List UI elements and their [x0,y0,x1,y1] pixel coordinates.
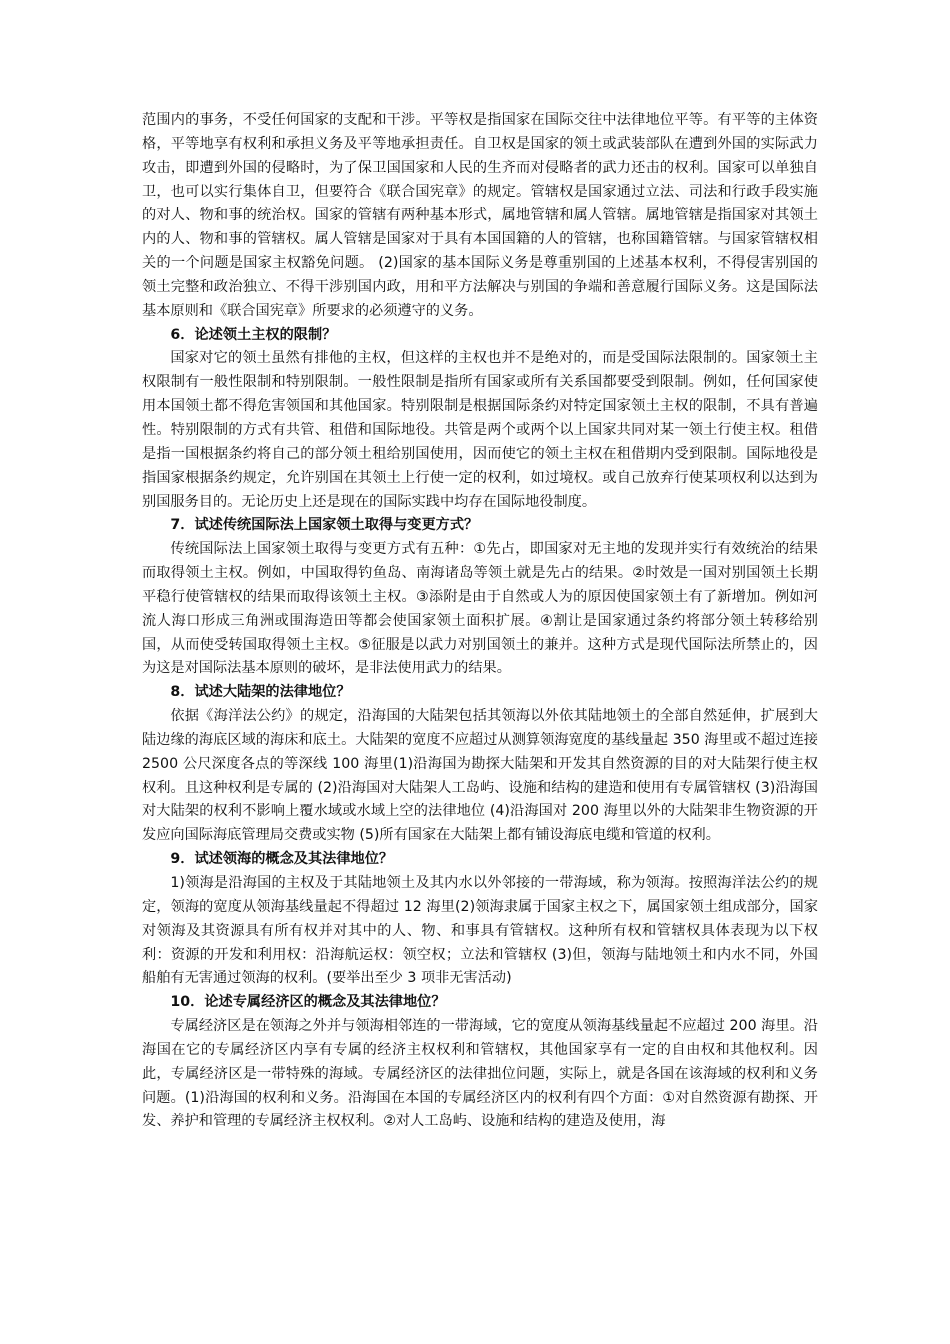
heading-q8: 8．试述大陆架的法律地位？ [170,684,351,701]
heading-q10: 10．论述专属经济区的概念及其法律地位？ [170,994,446,1011]
heading-q9: 9．试述领海的概念及其法律地位？ [170,851,394,868]
document-page [142,109,818,1134]
paragraph-q8-answer: 依据《海洋法公约》的规定，沿海国的大陆架包括其领海以外依其陆地领土的全部自然延伸，扩展到大陆边缘的海底区域的海床和底土。大陆架的宽度不应超过从测算领海宽度的基线量起 350 海里或不超过连接 2500 公尺深度各点的等深线 100 海里(1)沿海国为勘探大陆架和开发其自然资源的目的对大陆架行使主权权利。且这种权利是专属的 (2)沿海国对大陆架人工岛屿、设施和结构的建造和使用有专属管辖权 (3)沿海国对大陆架的权利不影响上覆水域或水域上空的法律地位 (4)沿海国对 200 海里以外的大陆架非生物资源的开发应向国际海底管理局交费或实物 (5)所有国家在大陆架上都有铺设海底电缆和管道的权利。 [142,708,818,844]
paragraph-q9-answer: 1)领海是沿海国的主权及于其陆地领土及其内水以外邻接的一带海域，称为领海。按照海洋法公约的规定，领海的宽度从领海基线量起不得超过 12 海里(2)领海隶属于国家主权之下，属国家领土组成部分，国家对领海及其资源具有所有权并对其中的人、物、和事具有管辖权。这种所有权和管辖权具体表现为以下权利：资源的开发和利用权：沿海航运权：领空权；立法和管辖权 (3)但，领海与陆地领土和内水不同，外国船舶有无害通过领海的权利。(要举出至少 3 项非无害活动) [142,875,818,987]
paragraph-q7-answer: 传统国际法上国家领土取得与变更方式有五种：①先占，即国家对无主地的发现并实行有效统治的结果而取得领土主权。例如，中国取得钓鱼岛、南海诸岛等领土就是先占的结果。②时效是一国对别国领土长期平稳行使管辖权的结果而取得该领土主权。③添附是由于自然或人为的原因使国家领土有了新增加。例如河流人海口形成三角洲或围海造田等都会使国家领土面积扩展。④割让是国家通过条约将部分领土转移给别国，从而使受转国取得领土主权。⑤征服是以武力对别国领土的兼并。这种方式是现代国际法所禁止的，因为这是对国际法基本原则的破坏，是非法使用武力的结果。 [142,541,818,677]
heading-q6: 6．论述领土主权的限制？ [170,326,337,343]
paragraph-q6-answer: 国家对它的领土虽然有排他的主权，但这样的主权也并不是绝对的，而是受国际法限制的。国家领土主权限制有一般性限制和特别限制。一般性限制是指所有国家或所有关系国都要受到限制。例如，任何国家使用本国领土都不得危害领国和其他国家。特别限制是根据国际条约对特定国家领土主权的限制，不具有普遍性。特别限制的方式有共管、租借和国际地役。共管是两个或两个以上国家共同对某一领土行使主权。租借是指一国根据条约将自己的部分领土租给别国使用，因而使它的领土主权在租借期内受到限制。国际地役是指国家根据条约规定，允许别国在其领土上行使一定的权利，如过境权。或自己放弃行使某项权利以达到为别国服务目的。无论历史上还是现在的国际实践中均存在国际地役制度。 [142,350,818,510]
heading-q7: 7．试述传统国际法上国家领土取得与变更方式？ [170,517,479,534]
paragraph-q10-answer: 专属经济区是在领海之外并与领海相邻连的一带海域，它的宽度从领海基线量起不应超过 200 海里。沿海国在它的专属经济区内享有专属的经济主权权利和管辖权，其他国家享有一定的自由权和其他权利。因此，专属经济区是一带特殊的海域。专属经济区的法律拙位问题，实际上，就是各国在该海域的权利和义务问题。(1)沿海国的权利和义务。沿海国在本国的专属经济区内的权利有四个方面：①对自然资源有勘探、开发、养护和管理的专属经济主权权利。②对人工岛屿、设施和结构的建造及使用，海 [142,1018,818,1130]
paragraph-state-rights: 范围内的事务，不受任何国家的支配和干涉。平等权是指国家在国际交往中法律地位平等。有平等的主体资格，平等地享有权利和承担义务及平等地承担责任。自卫权是国家的领土或武装部队在遭到外国的实际武力攻击，即遭到外国的侵略时，为了保卫国国家和人民的生齐而对侵略者的武力还击的权利。国家可以单独自卫，也可以实行集体自卫，但要符合《联合国宪章》的规定。管辖权是国家通过立法、司法和行政手段实施的对人、物和事的统治权。国家的管辖有两种基本形式，属地管辖和属人管辖。属地管辖是指国家对其领土内的人、物和事的管辖权。属人管辖是国家对于具有本国国籍的人的管辖，也称国籍管辖。与国家管辖权相关的一个问题是国家主权豁免问题。 (2)国家的基本国际义务是尊重别国的上述基本权利，不得侵害别国的领土完整和政治独立、不得干涉别国内政，用和平方法解决与别国的争端和善意履行国际义务。这是国际法基本原则和《联合国宪章》所要求的必须遵守的义务。 [142,112,818,319]
